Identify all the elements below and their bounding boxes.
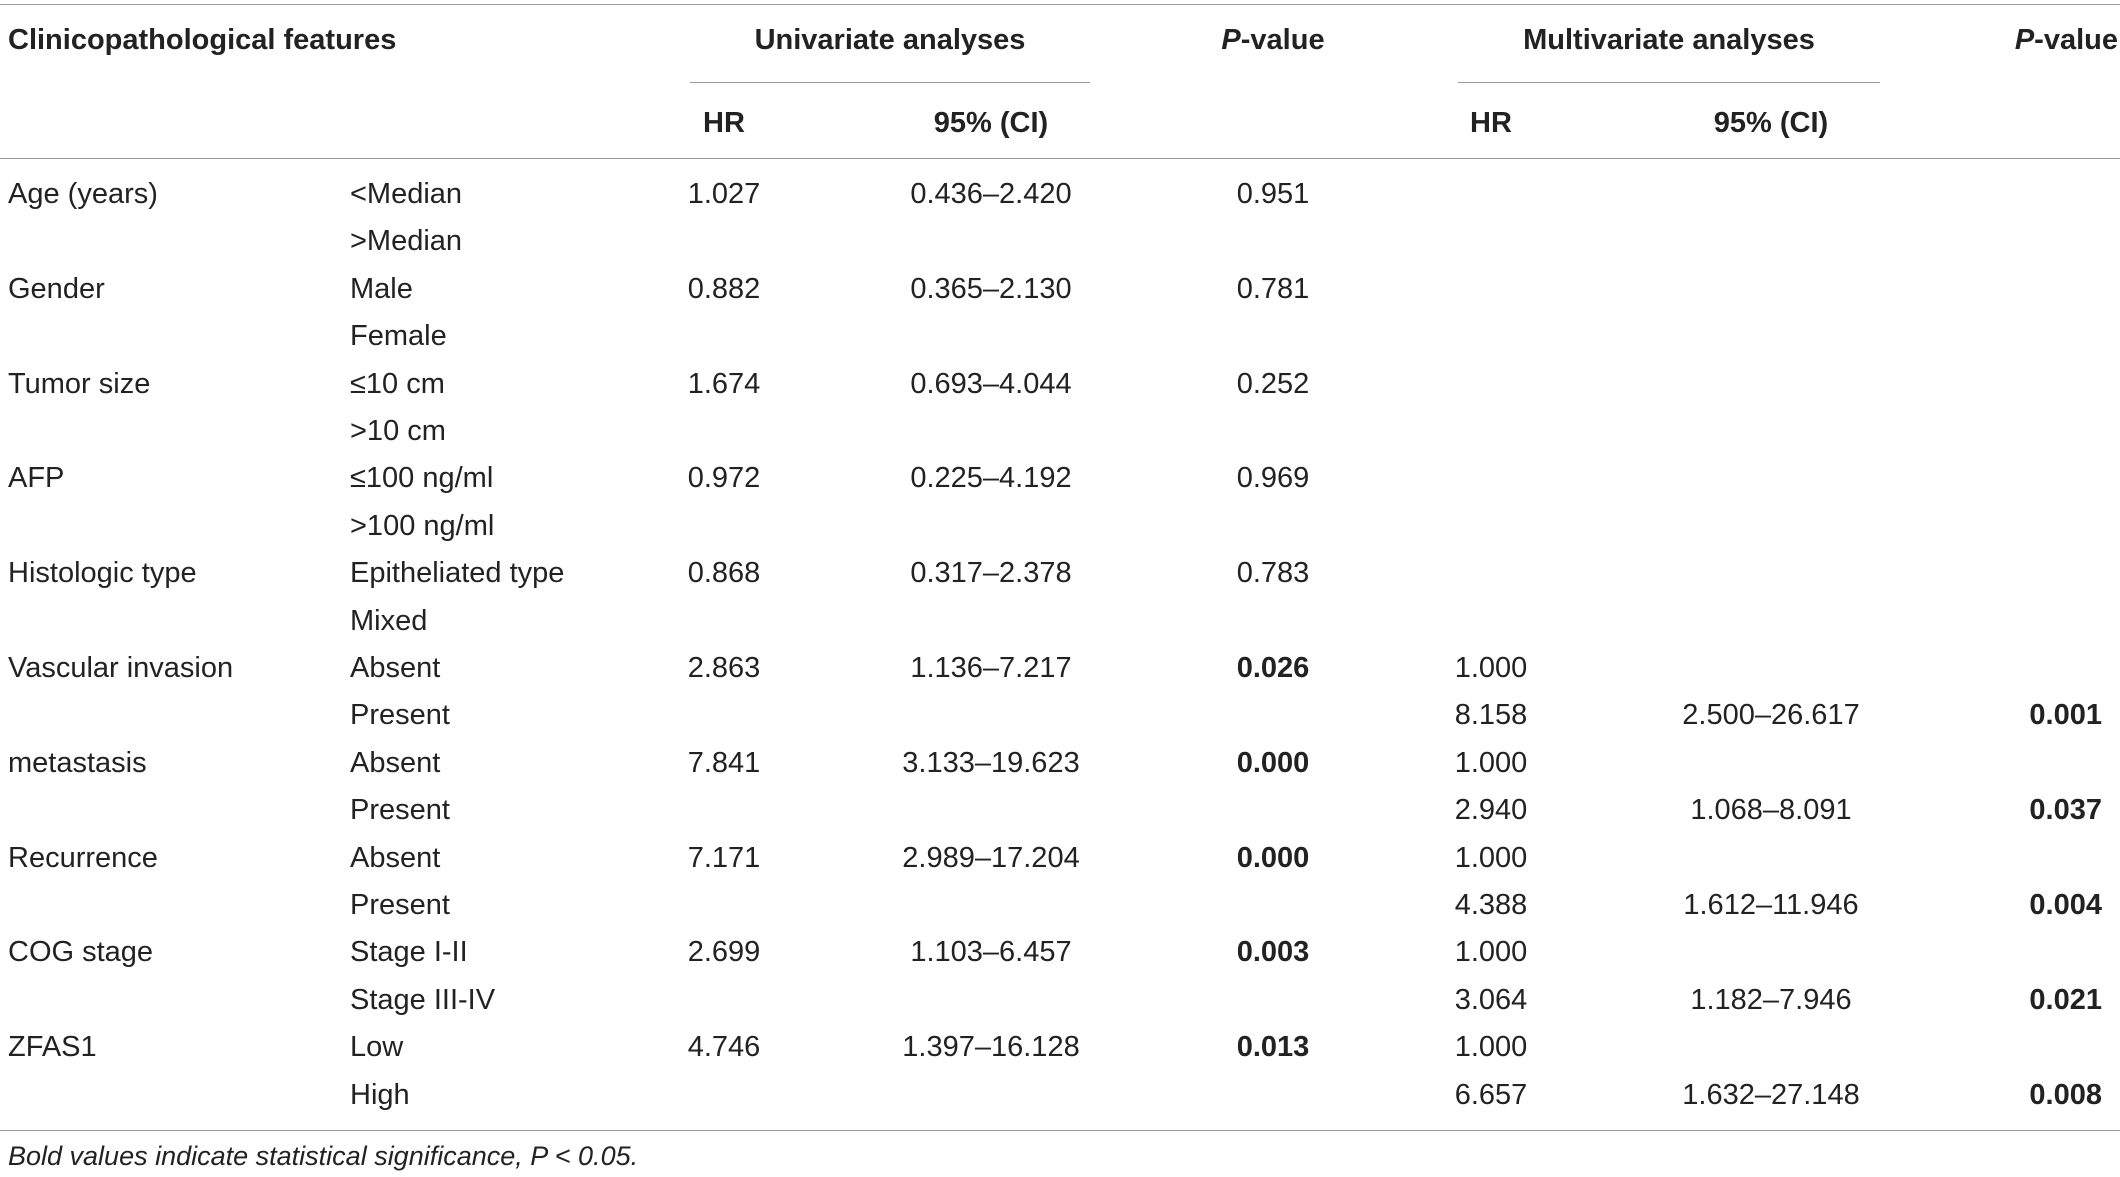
univariate-pvalue-cell: 0.000 <box>1236 746 1310 779</box>
univariate-hr-cell: 0.972 <box>687 462 761 495</box>
pvalue-suffix: -value <box>1240 24 1325 56</box>
multivariate-ci-cell: 1.632–27.148 <box>1682 1078 1860 1111</box>
univariate-hr-cell: 1.027 <box>687 178 761 210</box>
multivariate-pvalue-cell: 0.001 <box>2029 699 2102 732</box>
univariate-pvalue-header <box>1221 23 1324 57</box>
multivariate-pvalue-cell: 0.021 <box>2029 983 2102 1016</box>
category-cell: Absent <box>350 652 441 684</box>
univariate-ci-cell: 2.989–17.204 <box>902 841 1080 874</box>
multivariate-hr-cell: 1.000 <box>1454 652 1528 684</box>
multivariate-hr-cell: 2.940 <box>1454 794 1528 827</box>
category-cell: Present <box>350 699 450 732</box>
pvalue-suffix: -value <box>2034 24 2118 56</box>
univariate-ci-cell: 1.397–16.128 <box>902 1031 1080 1064</box>
table-bottom-rule <box>0 1130 2120 1131</box>
category-cell: Absent <box>350 746 441 779</box>
category-cell: Epitheliated type <box>350 557 565 590</box>
category-cell: Female <box>350 320 447 353</box>
univariate-hr-cell: 2.699 <box>687 936 761 969</box>
univariate-pvalue-cell: 0.003 <box>1236 936 1310 969</box>
univariate-underline <box>690 82 1090 83</box>
univariate-pvalue-cell: 0.013 <box>1236 1031 1310 1064</box>
feature-cell: Tumor size <box>8 367 151 400</box>
univariate-hr-cell: 0.868 <box>687 557 761 590</box>
feature-cell: Histologic type <box>8 557 197 590</box>
category-cell: Absent <box>350 841 441 874</box>
univariate-pvalue-cell: 0.781 <box>1236 272 1310 305</box>
category-cell: Present <box>350 889 450 921</box>
feature-cell: COG stage <box>8 936 154 969</box>
multivariate-pvalue-cell: 0.008 <box>2029 1078 2102 1111</box>
feature-cell: Age (years) <box>8 178 158 210</box>
univariate-hr-cell: 7.171 <box>687 841 761 874</box>
pvalue-italic-p: P <box>2014 24 2035 56</box>
univariate-ci-cell: 1.103–6.457 <box>910 936 1072 969</box>
multivariate-pvalue-header <box>2015 23 2118 57</box>
multivariate-hr-cell: 6.657 <box>1454 1078 1528 1111</box>
univariate-hr-cell: 1.674 <box>687 367 761 400</box>
univariate-ci-cell: 0.317–2.378 <box>910 557 1072 590</box>
feature-cell: Recurrence <box>8 841 158 874</box>
category-cell: >100 ng/ml <box>350 509 495 542</box>
univariate-ci-cell: 0.693–4.044 <box>910 367 1072 400</box>
feature-cell: AFP <box>8 462 65 495</box>
multivariate-hr-cell: 1.000 <box>1454 936 1528 969</box>
univariate-hr-cell: 7.841 <box>687 746 761 779</box>
multivariate-ci-cell: 1.068–8.091 <box>1690 794 1852 827</box>
multivariate-hr-cell: 1.000 <box>1454 841 1528 874</box>
multivariate-ci-cell: 1.612–11.946 <box>1683 889 1859 921</box>
univariate-ci-cell: 0.436–2.420 <box>910 178 1072 210</box>
univariate-pvalue-cell: 0.951 <box>1236 178 1310 210</box>
category-cell: ≤100 ng/ml <box>350 462 494 495</box>
category-cell: Present <box>350 794 450 827</box>
univariate-pvalue-cell: 0.969 <box>1236 462 1310 495</box>
category-cell: ≤10 cm <box>350 367 445 400</box>
table-footnote: Bold values indicate statistical significance, P < 0.05. <box>8 1141 639 1171</box>
category-cell: Low <box>350 1031 404 1064</box>
univariate-hr-cell: 4.746 <box>687 1031 761 1064</box>
multivariate-hr-cell: 3.064 <box>1454 983 1528 1016</box>
multivariate-hr-cell: 1.000 <box>1454 746 1528 779</box>
multivariate-ci-cell: 2.500–26.617 <box>1682 699 1860 732</box>
univariate-hr-cell: 0.882 <box>687 272 761 305</box>
top-rule <box>0 4 2120 5</box>
univariate-hr-header: HR <box>703 107 745 139</box>
multivariate-underline <box>1458 82 1880 83</box>
univariate-ci-cell: 0.225–4.192 <box>910 462 1072 495</box>
univariate-hr-cell: 2.863 <box>687 652 761 684</box>
feature-cell: metastasis <box>8 746 147 779</box>
category-cell: >Median <box>350 225 463 258</box>
multivariate-ci-cell: 1.182–7.946 <box>1690 983 1852 1016</box>
univariate-header: Univariate analyses <box>754 24 1026 56</box>
category-cell: >10 cm <box>350 415 446 447</box>
category-cell: Stage III-IV <box>350 983 496 1016</box>
univariate-ci-cell: 0.365–2.130 <box>910 272 1072 305</box>
header-bottom-rule <box>0 158 2120 159</box>
univariate-ci-cell: 1.136–7.217 <box>910 652 1072 684</box>
univariate-ci-cell: 3.133–19.623 <box>902 746 1080 779</box>
univariate-ci-header: 95% (CI) <box>933 107 1049 139</box>
category-cell: <Median <box>350 178 463 210</box>
multivariate-hr-cell: 8.158 <box>1454 699 1528 732</box>
multivariate-hr-cell: 4.388 <box>1454 889 1528 921</box>
univariate-pvalue-cell: 0.252 <box>1236 367 1310 400</box>
multivariate-pvalue-cell: 0.037 <box>2029 794 2102 827</box>
category-cell: Male <box>350 272 413 305</box>
category-cell: High <box>350 1078 410 1111</box>
multivariate-pvalue-cell: 0.004 <box>2029 889 2102 921</box>
univariate-pvalue-cell: 0.026 <box>1236 652 1310 684</box>
category-cell: Stage I-II <box>350 936 468 969</box>
multivariate-hr-cell: 1.000 <box>1454 1031 1528 1064</box>
feature-cell: Gender <box>8 272 105 305</box>
univariate-pvalue-cell: 0.000 <box>1236 841 1310 874</box>
pvalue-italic-p: P <box>1221 24 1241 56</box>
univariate-pvalue-cell: 0.783 <box>1236 557 1310 590</box>
multivariate-ci-header: 95% (CI) <box>1713 107 1829 139</box>
category-cell: Mixed <box>350 604 428 637</box>
features-header: Clinicopathological features <box>8 24 397 56</box>
feature-cell: ZFAS1 <box>8 1031 97 1064</box>
feature-cell: Vascular invasion <box>8 652 234 684</box>
multivariate-hr-header: HR <box>1470 107 1512 139</box>
multivariate-header: Multivariate analyses <box>1523 24 1815 56</box>
